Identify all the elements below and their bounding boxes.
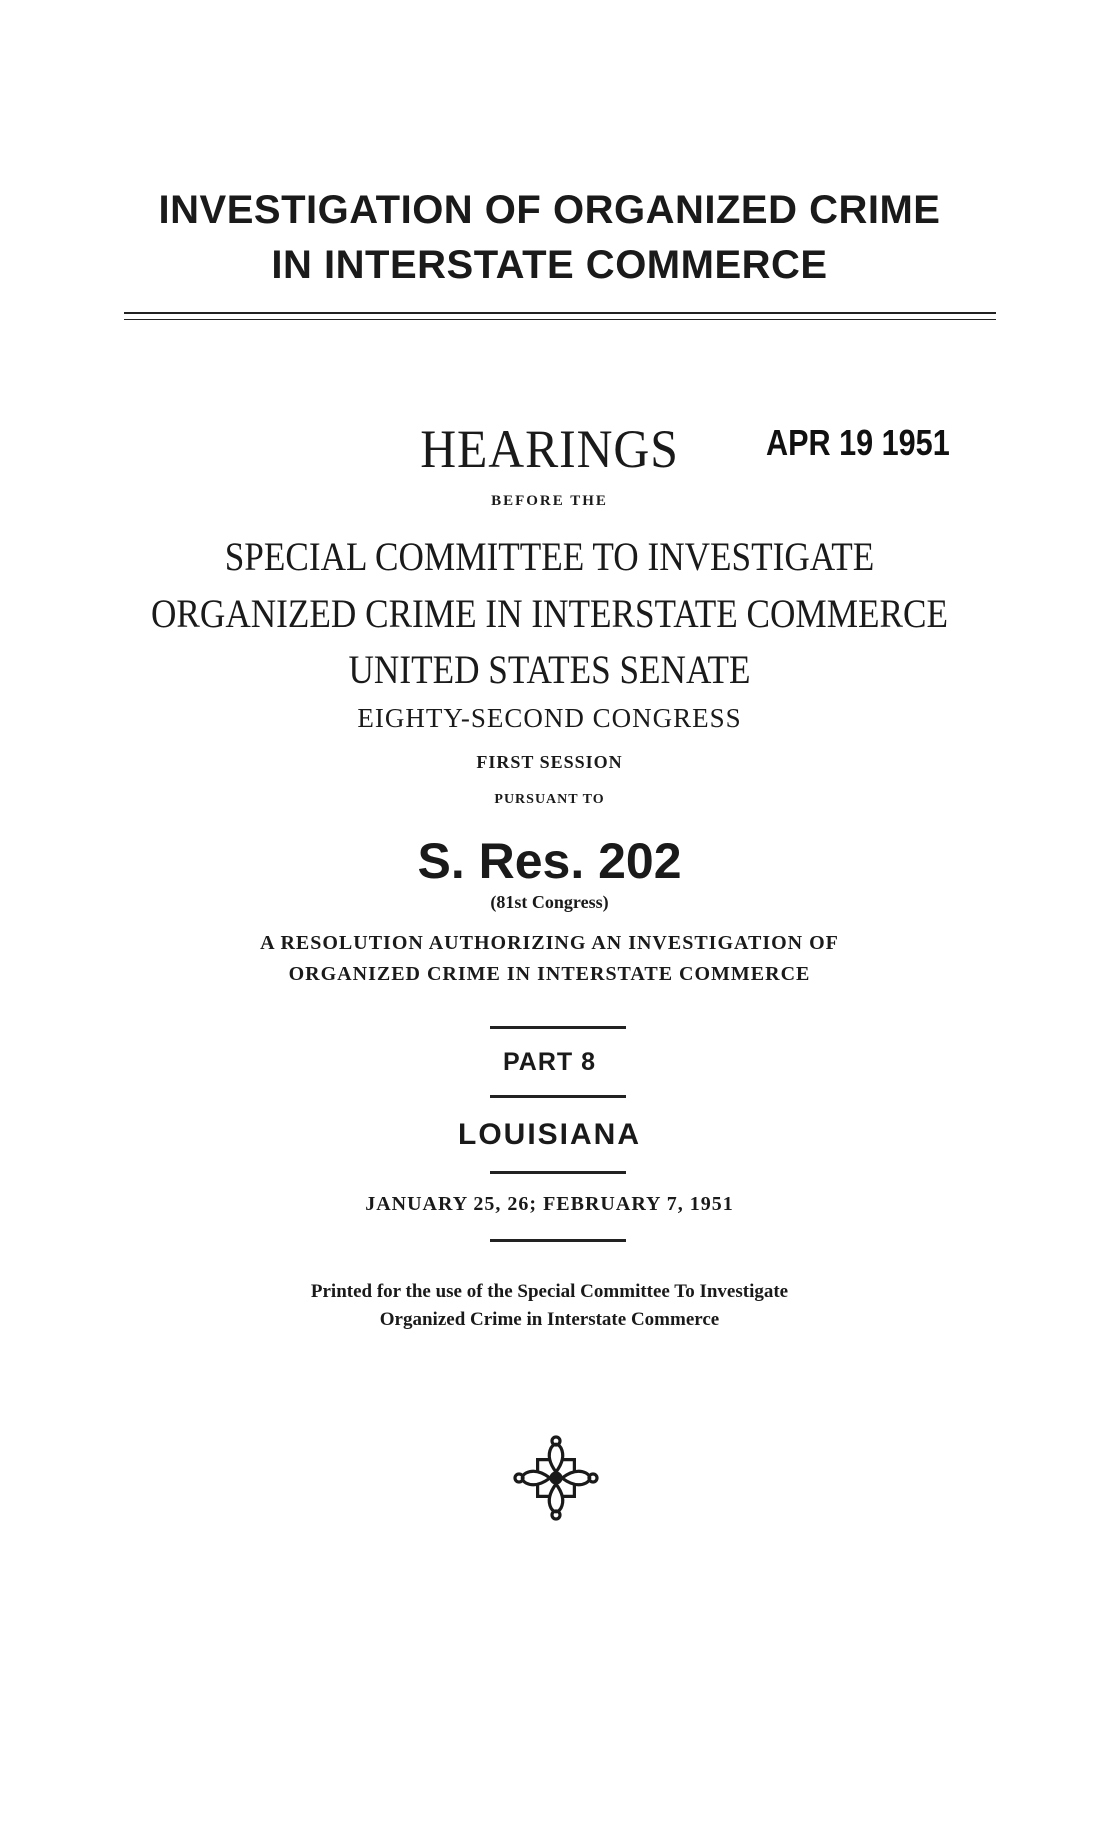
section-rule (490, 1095, 626, 1098)
resolution-congress: (81st Congress) (490, 892, 609, 912)
printers-ornament-icon (512, 1434, 600, 1522)
section-rule (490, 1239, 626, 1242)
resolution-description-line-2: ORGANIZED CRIME IN INTERSTATE COMMERCE (288, 963, 811, 985)
before-the-label: BEFORE THE (491, 493, 608, 509)
document-title-line-2: IN INTERSTATE COMMERCE (271, 243, 828, 287)
printed-for-line-2: Organized Crime in Interstate Commerce (379, 1309, 720, 1330)
printed-for-line-1: Printed for the use of the Special Committee To Investigate (310, 1281, 789, 1302)
resolution-number: S. Res. 202 (417, 833, 682, 889)
session-label: FIRST SESSION (476, 752, 623, 772)
received-date-stamp: APR 19 1951 (766, 422, 950, 463)
committee-name-line-1: SPECIAL COMMITTEE TO INVESTIGATE (224, 534, 875, 579)
hearing-dates: JANUARY 25, 26; FEBRUARY 7, 1951 (365, 1193, 734, 1215)
pursuant-label: PURSUANT TO (494, 792, 605, 807)
senate-label: UNITED STATES SENATE (348, 647, 751, 692)
resolution-description-line-1: A RESOLUTION AUTHORIZING AN INVESTIGATION OF (260, 932, 839, 954)
state-label: LOUISIANA (458, 1118, 641, 1151)
document-title-line-1: INVESTIGATION OF ORGANIZED CRIME (158, 188, 941, 232)
hearings-heading: HEARINGS (420, 419, 679, 479)
title-double-rule (124, 312, 996, 322)
congress-label: EIGHTY-SECOND CONGRESS (357, 703, 742, 733)
section-rule (490, 1026, 626, 1029)
part-label: PART 8 (502, 1048, 597, 1076)
committee-name-line-2: ORGANIZED CRIME IN INTERSTATE COMMERCE (150, 591, 948, 636)
section-rule (490, 1171, 626, 1174)
